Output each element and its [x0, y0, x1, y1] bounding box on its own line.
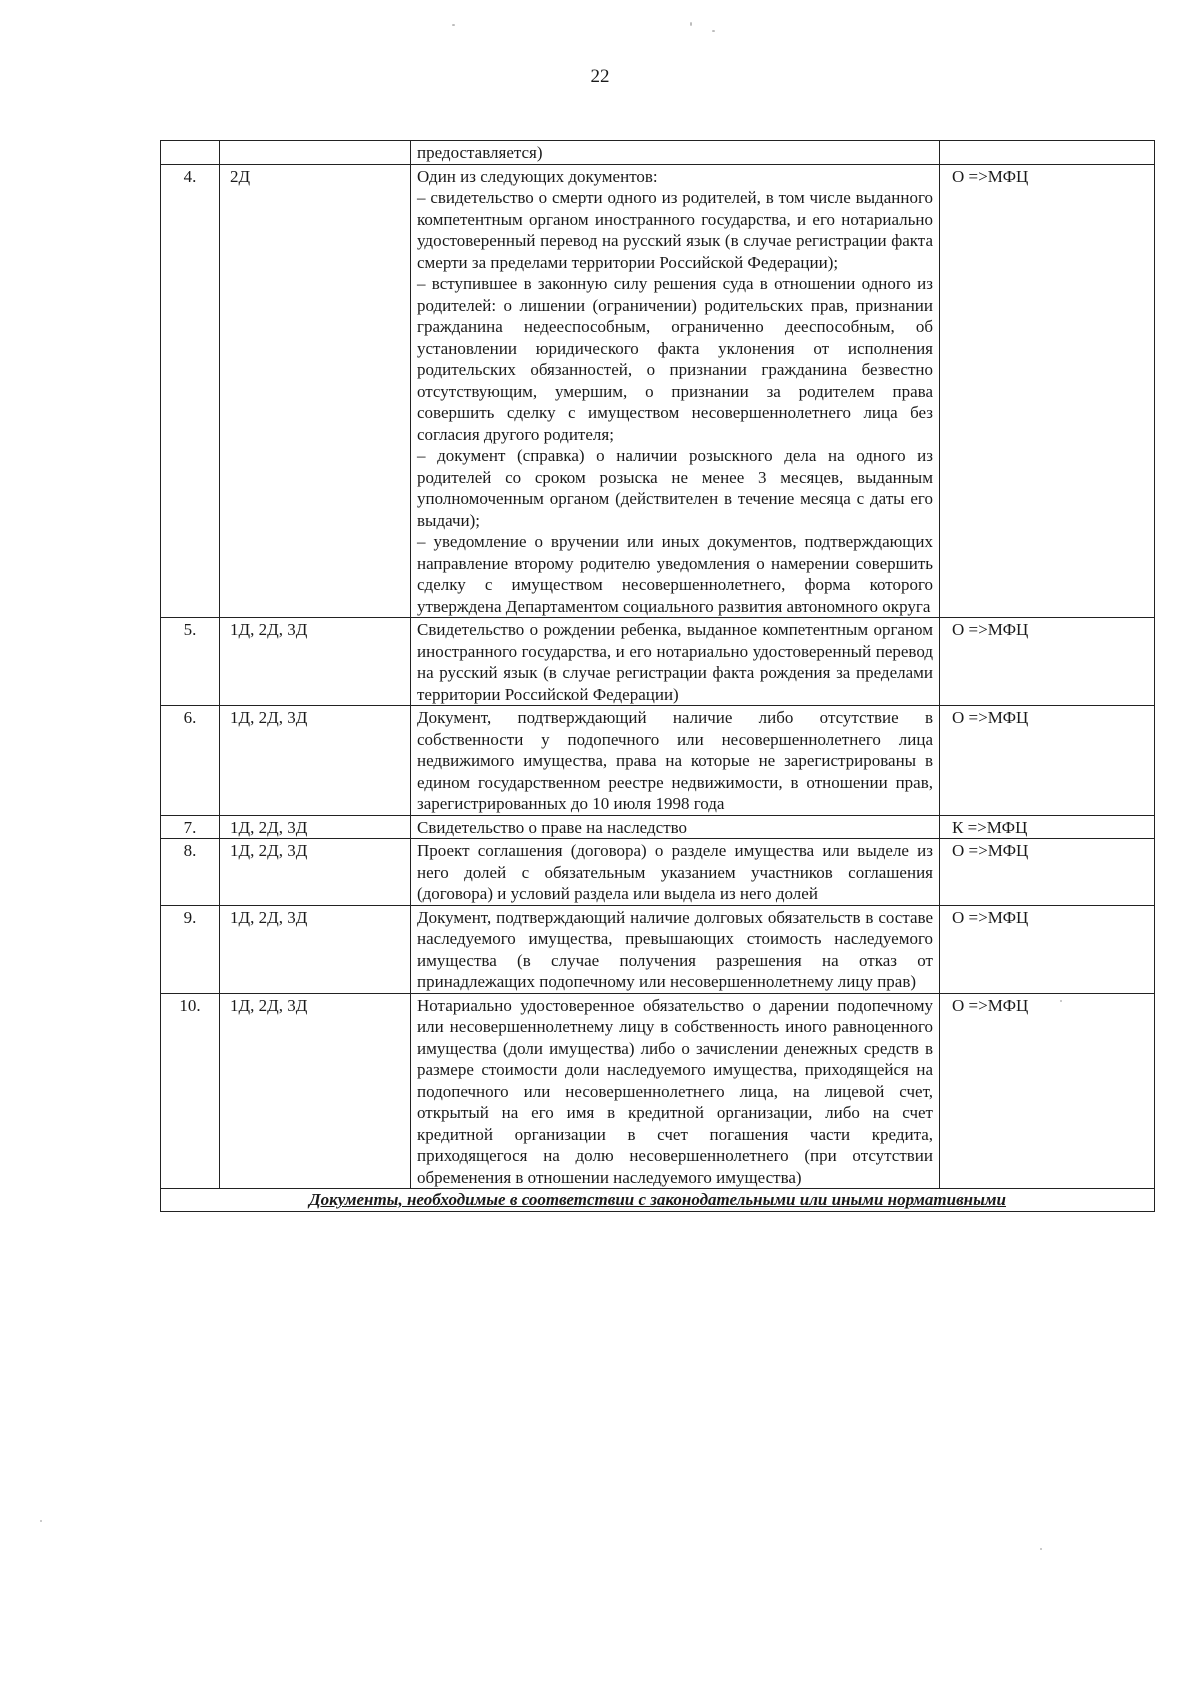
document-description	[411, 815, 940, 839]
document-paragraph: – документ (справка) о наличии розыскного дела на одного из родителей со сроком розыска не менее 3 месяцев, выданным уполномоченным органом (действителен в течение месяца с даты его выдачи);	[417, 446, 933, 530]
applicant-codes: 2Д	[220, 164, 411, 618]
document-paragraph: – свидетельство о смерти одного из родителей, в том числе выданного компетентным органом иностранного государства, и его нотариально удостоверенный перевод на русский язык (в случае регистрации факта смерти за пределами территории Российской Федерации);	[417, 188, 933, 272]
section-heading: Документы, необходимые в соответствии с законодательными или иными нормативными	[161, 1189, 1155, 1212]
row-number: 6.	[161, 706, 220, 816]
scan-speck	[690, 22, 692, 26]
submission-method: О =>МФЦ	[940, 839, 1155, 906]
applicant-codes: 1Д, 2Д, 3Д	[220, 839, 411, 906]
documents-table	[160, 140, 1155, 1212]
applicant-codes	[220, 141, 411, 165]
table-row	[161, 993, 1155, 1189]
scan-speck	[452, 24, 455, 26]
scan-speck	[1060, 1000, 1062, 1002]
table-row	[161, 141, 1155, 165]
table-row	[161, 815, 1155, 839]
row-number: 7.	[161, 815, 220, 839]
row-number: 9.	[161, 905, 220, 993]
document-description	[411, 706, 940, 816]
document-description	[411, 618, 940, 706]
document-paragraph: Документ, подтверждающий наличие либо отсутствие в собственности у подопечного или несовершеннолетнего лица недвижимого имущества, права на которые не зарегистрированы в едином государственном реестре недвижимости, в отношении прав, зарегистрированных до 10 июля 1998 года	[417, 708, 933, 813]
documents-table-body	[161, 141, 1155, 1189]
submission-method: О =>МФЦ	[940, 993, 1155, 1189]
document-paragraph: Нотариально удостоверенное обязательство о дарении подопечному или несовершеннолетнему лицу в собственность иного равноценного имущества (доли имущества) либо о зачислении денежных средств в размере стоимости доли наследуемого имущества, приходящейся на подопечного или несовершеннолетнего лица, на лицевой счет, открытый на его имя в кредитной организации, либо на счет кредитной организации в счет погашения части кредита, приходящегося на долю несовершеннолетнего (при отсутствии обременения в отношении наследуемого имущества)	[417, 995, 933, 1187]
row-number: 8.	[161, 839, 220, 906]
scan-speck	[1040, 1548, 1042, 1550]
row-number: 10.	[161, 993, 220, 1189]
document-description	[411, 839, 940, 906]
applicant-codes: 1Д, 2Д, 3Д	[220, 815, 411, 839]
document-description	[411, 141, 940, 165]
scan-speck	[712, 30, 715, 32]
submission-method: О =>МФЦ	[940, 164, 1155, 618]
submission-method: О =>МФЦ	[940, 905, 1155, 993]
table-row	[161, 706, 1155, 816]
submission-method	[940, 141, 1155, 165]
document-paragraph: – уведомление о вручении или иных документов, подтверждающих направление второму родителю уведомления о намерении совершить сделку с имуществом несовершеннолетнего, форма которого утверждена Департаментом социального развития автономного округа	[417, 532, 933, 616]
row-number: 5.	[161, 618, 220, 706]
document-paragraph: – вступившее в законную силу решения суда в отношении одного из родителей: о лишении (ограничении) родительских прав, признании гражданина недееспособным, ограниченно дееспособным, об установлении юридического факта уклонения от исполнения родительских обязанностей, о признании гражданина безвестно отсутствующим, умершим, о признании за родителем права совершить сделку с имуществом несовершеннолетнего лица без согласия другого родителя;	[417, 274, 933, 444]
document-description	[411, 993, 940, 1189]
document-paragraph: Свидетельство о праве на наследство	[417, 817, 688, 837]
document-paragraph: Проект соглашения (договора) о разделе имущества или выделе из него долей с обязательным указанием участников соглашения (договора) и условий раздела или выдела из него долей	[417, 841, 933, 903]
document-description	[411, 905, 940, 993]
document-paragraph: предоставляется)	[417, 143, 543, 162]
table-row	[161, 839, 1155, 906]
section-heading-row	[161, 1189, 1155, 1212]
row-number	[161, 141, 220, 165]
applicant-codes: 1Д, 2Д, 3Д	[220, 706, 411, 816]
submission-method: О =>МФЦ	[940, 706, 1155, 816]
applicant-codes: 1Д, 2Д, 3Д	[220, 993, 411, 1189]
document-paragraph: Документ, подтверждающий наличие долговых обязательств в составе наследуемого имущества, превышающих стоимость наследуемого имущества (в случае получения разрешения на отказ от принадлежащих подопечному или несовершеннолетнему лицу прав)	[417, 907, 933, 991]
submission-method: О =>МФЦ	[940, 618, 1155, 706]
document-paragraph: Один из следующих документов:	[417, 166, 658, 186]
scan-speck	[40, 1520, 42, 1522]
table-row	[161, 618, 1155, 706]
document-description	[411, 164, 940, 618]
page-number: 22	[590, 66, 610, 87]
applicant-codes: 1Д, 2Д, 3Д	[220, 905, 411, 993]
applicant-codes: 1Д, 2Д, 3Д	[220, 618, 411, 706]
submission-method: К =>МФЦ	[940, 815, 1155, 839]
table-row	[161, 164, 1155, 618]
document-paragraph: Свидетельство о рождении ребенка, выданное компетентным органом иностранного государства, и его нотариально удостоверенный перевод на русский язык (в случае регистрации факта рождения за пределами территории Российской Федерации)	[417, 620, 933, 704]
table-row	[161, 905, 1155, 993]
row-number: 4.	[161, 164, 220, 618]
